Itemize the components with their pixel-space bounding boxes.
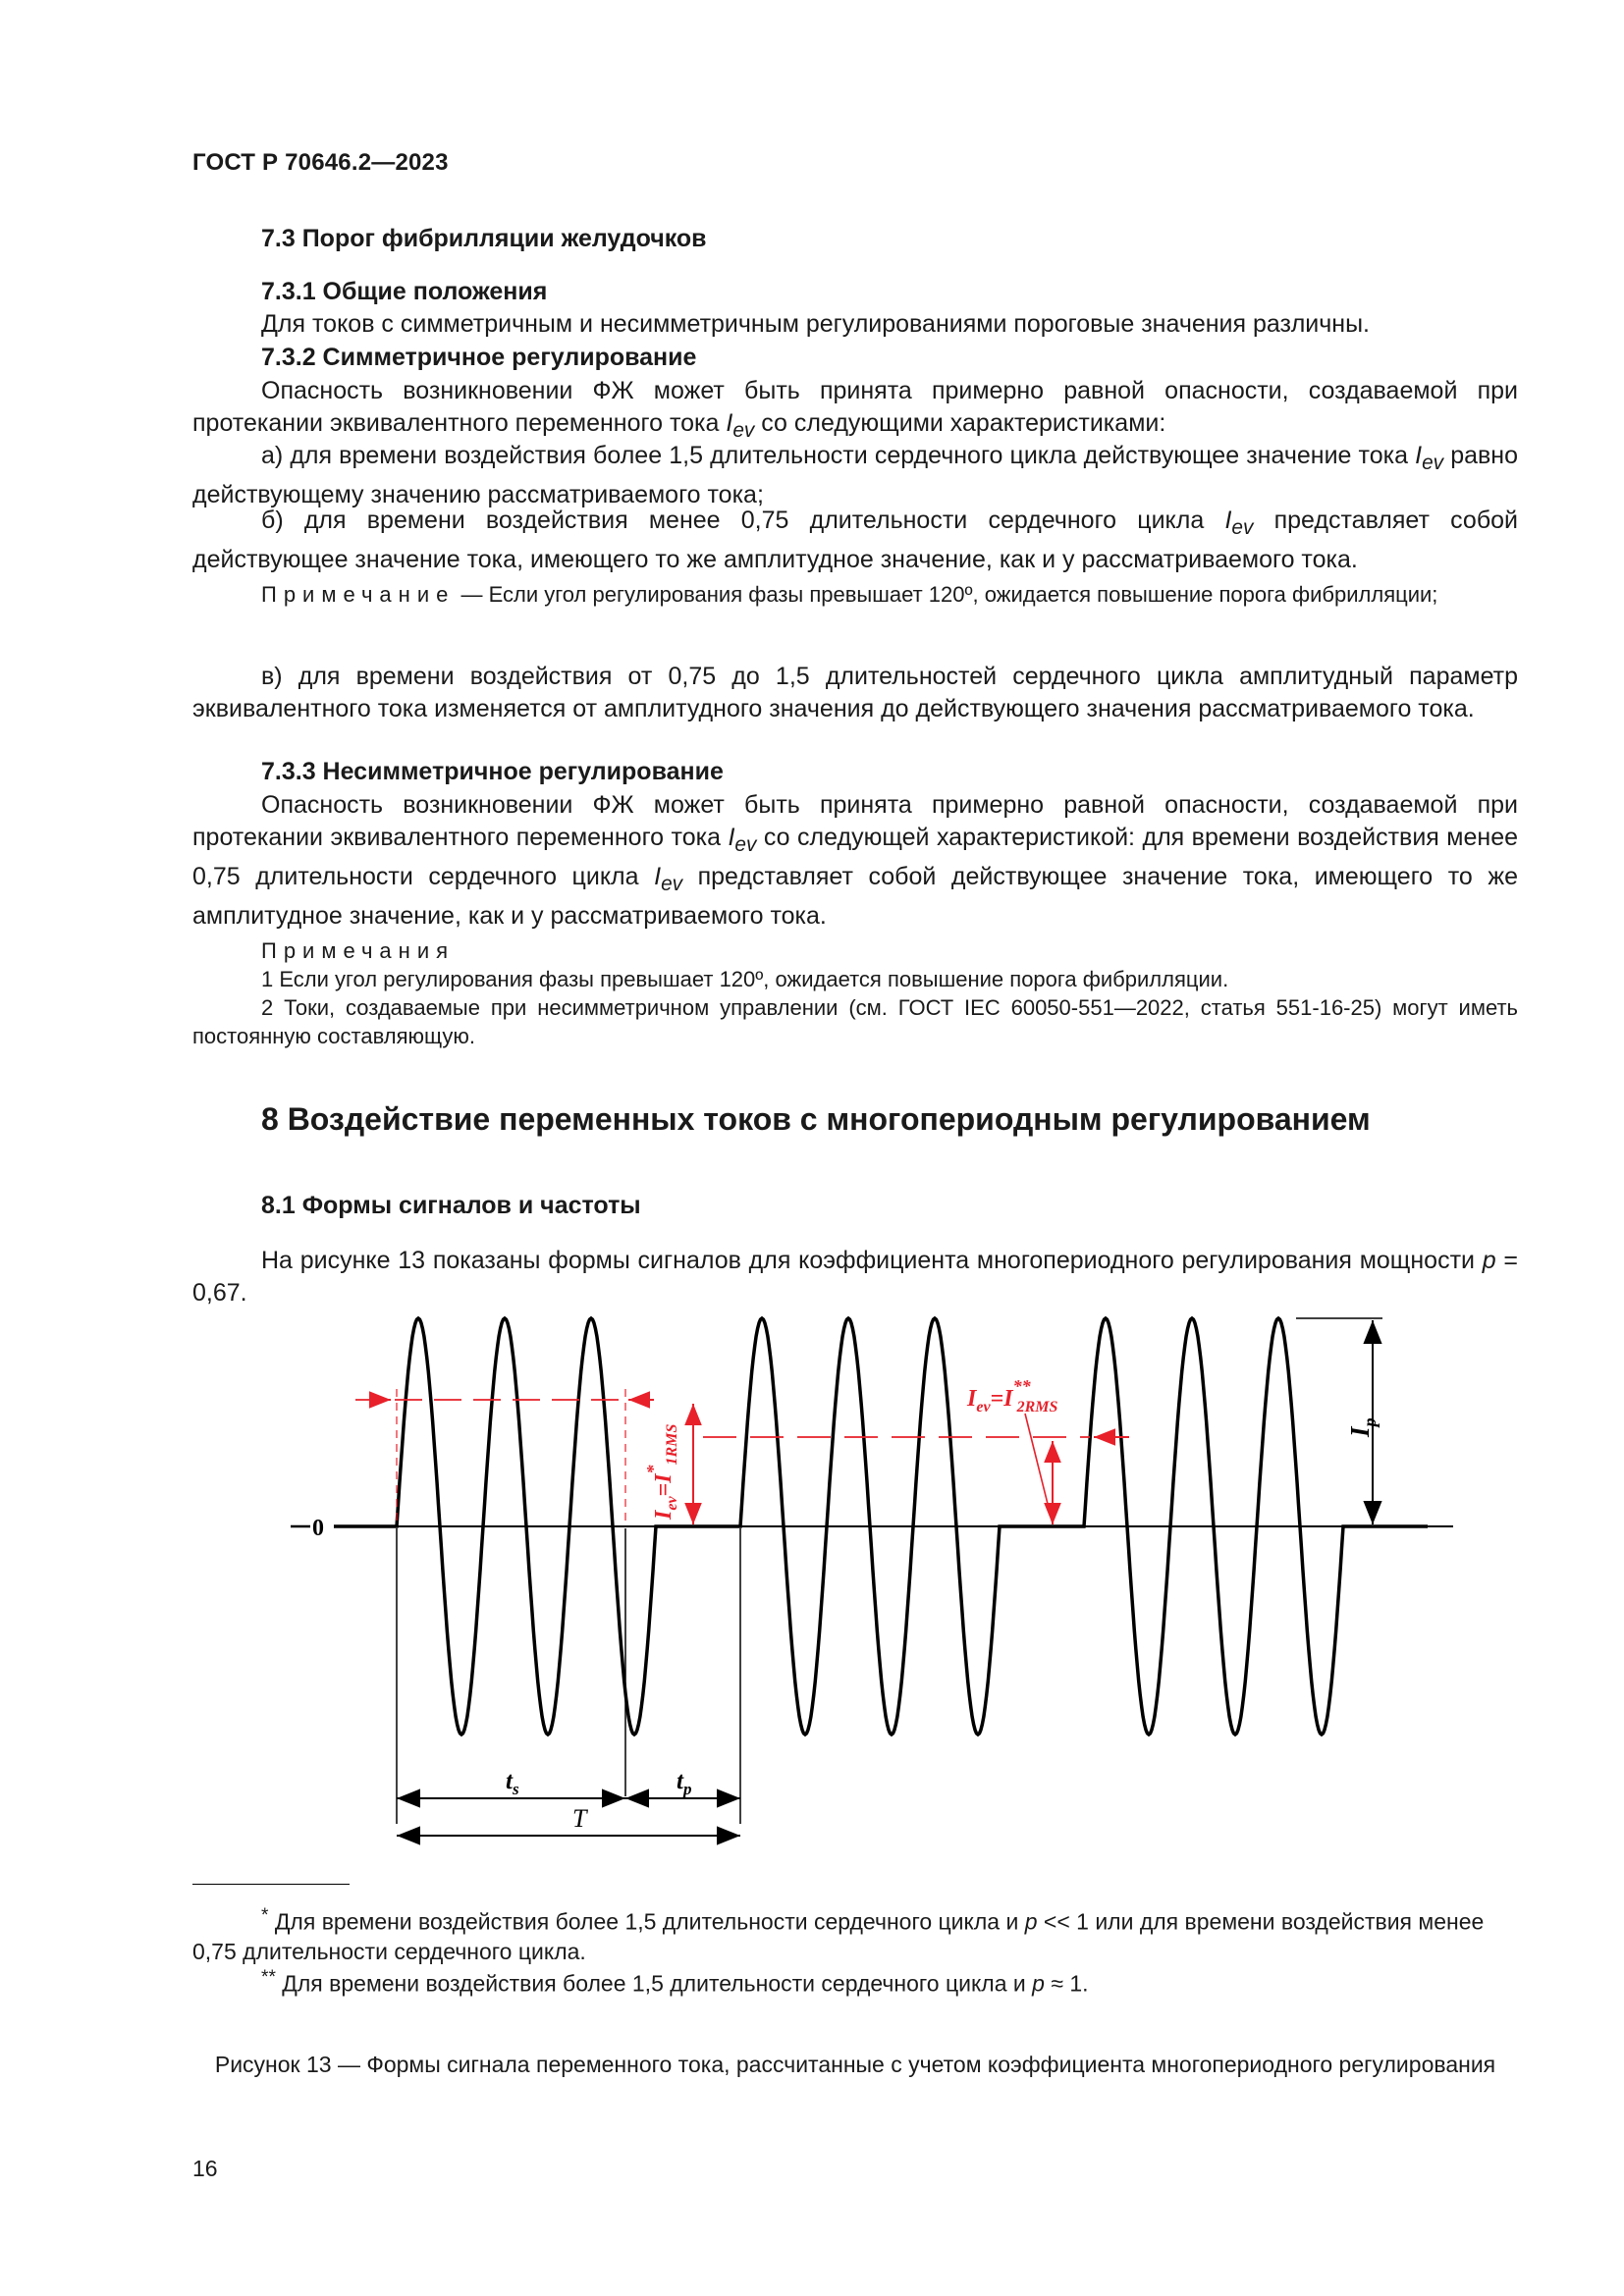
section-8-1-title: 8.1 Формы сигналов и частоты (261, 1192, 641, 1219)
item-b: б) для времени воздействия менее 0,75 длительности сердечного цикла $I_{ev}$ представляет собой действующее значение тока, имеющего то же амплитудное значение, как и у рассматриваемого тока. (192, 507, 1519, 573)
zero-label: 0 (312, 1516, 324, 1541)
tp-label: $t_p$ (677, 1768, 692, 1798)
ts-label: $t_s$ (506, 1768, 519, 1798)
section-7-3-3-title: 7.3.3 Несимметричное регулирование (261, 758, 724, 785)
rms1-equation (643, 1424, 680, 1521)
section-7-3-1-title: 7.3.1 Общие положения (261, 278, 548, 305)
item-a: а) для времени воздействия более 1,5 длительности сердечного цикла действующее значение тока $I_{ev}$ равно действующему значению рассматриваемого тока; (192, 442, 1519, 508)
item-c: в) для времени воздействия от 0,75 до 1,5 длительностей сердечного цикла амплитудный параметр эквивалентного тока изменяется от амплитудного значения до действующего значения рассматриваемого тока. (192, 663, 1518, 722)
note-2: 2 Токи, создаваемые при несимметричном управлении (см. ГОСТ IEC 60050-551—2022, статья 551-16-25) могут иметь постоянную составляющую. (192, 995, 1518, 1048)
footnote-separator (192, 1884, 350, 1885)
waveform-figure (0, 1296, 1624, 1845)
section-7-3-3-paragraph: Опасность возникновении ФЖ может быть принята примерно равной опасности, создаваемой при протекании эквивалентного переменного тока $I_{ev}$ со следующей характеристикой: для времени воздействия менее 0,75 длительности сердечного цикла $I_{ev}$ представляет собой действующее значение тока, имеющего то же амплитудное значение, как и у рассматриваемого тока. (192, 791, 1518, 930)
rms2-equation: $I_{ev}=I^{**}$ 2RMS (967, 1376, 1058, 1415)
notes-label: Примечания (261, 938, 456, 963)
document-header: ГОСТ Р 70646.2—2023 (192, 149, 449, 176)
page-number: 16 (192, 2156, 218, 2181)
section-7-3-1-paragraph: Для токов с симметричным и несимметричным регулированиями пороговые значения различны. (261, 310, 1371, 338)
period-label: T (572, 1804, 587, 1833)
section-8-title: 8 Воздействие переменных токов с многопериодным регулированием (261, 1101, 1371, 1137)
rms2-leader-line (1025, 1414, 1053, 1523)
section-7-3-2-paragraph: Опасность возникновении ФЖ может быть принята примерно равной опасности, создаваемой при протекании эквивалентного переменного тока $I_{ev}$ со следующими характеристиками: (192, 377, 1518, 442)
note-1: 1 Если угол регулирования фазы превышает 120º, ожидается повышение порога фибрилляции. (261, 967, 1229, 991)
svg-text:Iev=I*1RMS: $I_{ev}=I^*_{1RMS}$ (643, 1423, 680, 1520)
peak-amplitude-label (1345, 1417, 1380, 1438)
section-7-3-2-title: 7.3.2 Симметричное регулирование (261, 344, 697, 371)
note-7-3-2: Примечание — Если угол регулирования фазы превышает 120º, ожидается повышение порога фибрилляции; (261, 582, 1438, 607)
section-7-3-title: 7.3 Порог фибрилляции желудочков (261, 225, 707, 252)
svg-text:Ip: $I_p$ (1345, 1417, 1380, 1437)
figure-caption: Рисунок 13 — Формы сигнала переменного тока, рассчитанные с учетом коэффициента многопериодного регулирования (214, 2052, 1496, 2077)
footnote-2: ** Для времени воздействия более 1,5 длительности сердечного цикла и p ≈ 1. (261, 1967, 1089, 1997)
section-8-1-paragraph: На рисунке 13 показаны формы сигналов для коэффициента многопериодного регулирования мощности p = 0,67. (192, 1247, 1518, 1307)
footnote-1: * Для времени воздействия более 1,5 длительности сердечного цикла и p << 1 или для времени воздействия менее 0,75 длительности сердечного цикла. (192, 1905, 1485, 1964)
